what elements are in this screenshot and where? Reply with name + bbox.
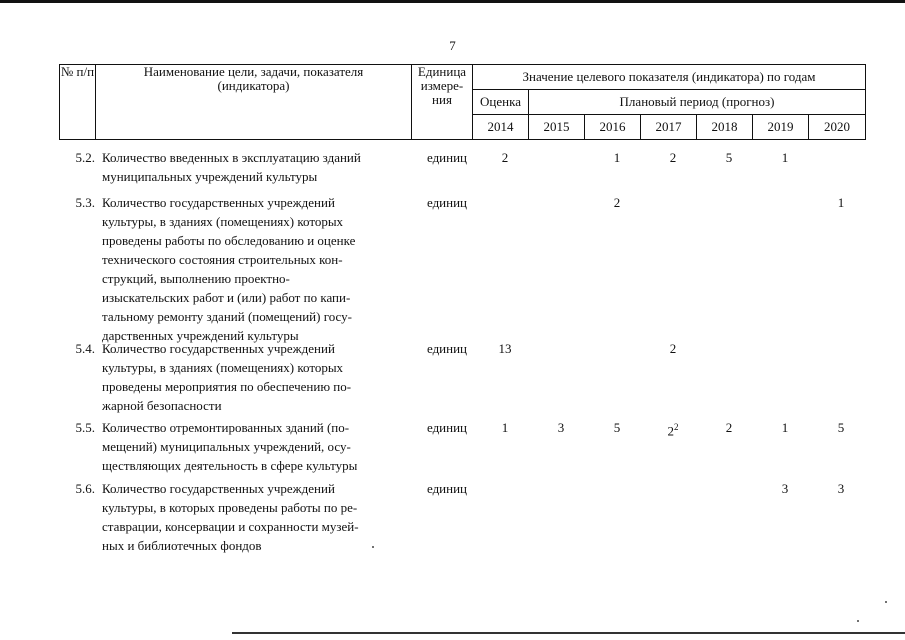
value-2020: 3 xyxy=(837,481,845,496)
value-2019: 3 xyxy=(781,481,789,496)
value-2017: 2 xyxy=(669,341,677,356)
scan-speck xyxy=(857,620,859,622)
row-number: 5.6. xyxy=(75,481,95,496)
row-indicator-name: Количество отремонтированных зданий (по- мещений) муниципальных учреждений, осу- ществляющих деятельность в сфере культуры xyxy=(102,420,358,473)
row-number: 5.3. xyxy=(75,195,95,210)
row-number: 5.5. xyxy=(75,420,95,435)
value-2017: 2 xyxy=(669,150,677,165)
header-year: 2016 xyxy=(585,115,641,140)
header-num: № п/п xyxy=(60,65,96,140)
row-unit: единиц xyxy=(426,150,468,165)
value-2019: 1 xyxy=(781,420,789,435)
value-2014: 1 xyxy=(501,420,509,435)
value-2016: 5 xyxy=(613,420,621,435)
header-year: 2017 xyxy=(641,115,697,140)
value-2017 xyxy=(645,418,701,440)
header-values-title: Значение целевого показателя (индикатора) по годам xyxy=(473,65,866,90)
header-year: 2020 xyxy=(809,115,866,140)
header-name: Наименование цели, задачи, показателя (индикатора) xyxy=(96,65,412,140)
header-unit: Единица измере-ния xyxy=(412,65,473,140)
header-year: 2019 xyxy=(753,115,809,140)
header-year: 2018 xyxy=(697,115,753,140)
page-number: 7 xyxy=(449,38,456,53)
value-2018: 2 xyxy=(725,420,733,435)
header-plan-period: Плановый период (прогноз) xyxy=(529,90,866,115)
value-2015: 3 xyxy=(557,420,565,435)
indicator-table-header xyxy=(59,64,866,140)
value-2019: 1 xyxy=(781,150,789,165)
value-2018: 5 xyxy=(725,150,733,165)
row-number: 5.2. xyxy=(75,150,95,165)
row-unit: единиц xyxy=(426,420,468,435)
header-estimate: Оценка xyxy=(473,90,529,115)
top-border xyxy=(0,0,905,3)
header-year: 2014 xyxy=(473,115,529,140)
value-text: 2 xyxy=(667,423,674,439)
footnote-marker: 2 xyxy=(674,422,679,432)
header-year: 2015 xyxy=(529,115,585,140)
value-2020: 5 xyxy=(837,420,845,435)
scan-speck xyxy=(885,601,887,603)
row-unit: единиц xyxy=(426,481,468,496)
row-indicator-name: Количество государственных учреждений культуры, в которых проведены работы по ре- ставрации, консервации и сохранности музей- ных и библиотечных фондов xyxy=(102,481,359,553)
row-number: 5.4. xyxy=(75,341,95,356)
value-2020: 1 xyxy=(837,195,845,210)
bottom-border xyxy=(232,632,905,634)
row-indicator-name: Количество государственных учреждений культуры, в зданиях (помещениях) которых проведены работы по обследованию и оценке технического состояния строительных кон- струкций, выполнению проектно- изыскательских работ и (или) работ по капи- тальному ремонту зданий (помещений) госу- дарственных учреждений культуры xyxy=(102,195,356,343)
value-2016: 2 xyxy=(613,195,621,210)
value-2016: 1 xyxy=(613,150,621,165)
row-indicator-name: Количество введенных в эксплуатацию зданий муниципальных учреждений культуры xyxy=(102,150,361,184)
value-2014: 2 xyxy=(501,150,509,165)
row-unit: единиц xyxy=(426,195,468,210)
scan-speck xyxy=(372,546,374,548)
row-indicator-name: Количество государственных учреждений культуры, в зданиях (помещениях) которых проведены мероприятия по обеспечению по- жарной безопасности xyxy=(102,341,352,413)
value-2014: 13 xyxy=(498,341,512,356)
row-unit: единиц xyxy=(426,341,468,356)
